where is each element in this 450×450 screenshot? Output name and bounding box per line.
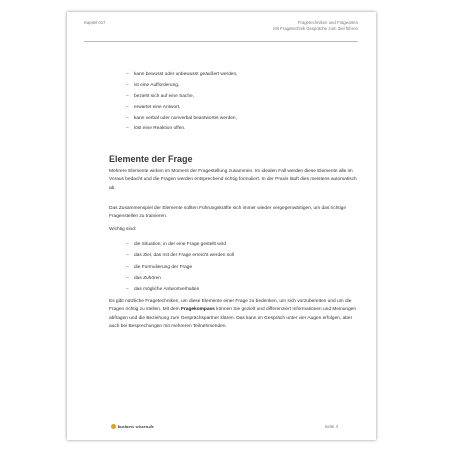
list-item: – kann bewusst oder unbewusst geäußert werden, <box>126 72 237 83</box>
list-item: – die Formulierung der Frage <box>126 265 234 276</box>
list-item: – das mögliche Antwortverhalten <box>126 287 234 298</box>
paragraph-text: Es gibt nützliche Fragetechniken, um diese Elemente einer Frage zu bedenken, um sich vorzubereiten und um die Fragen richtig zu stellen. Mit dem <box>109 299 352 313</box>
intro-list <box>126 72 237 137</box>
section-heading: Elemente der Frage <box>109 154 193 164</box>
logo-dot-icon <box>111 424 116 429</box>
header-titles <box>273 20 358 33</box>
list-item: – bezieht sich auf eine Sache, <box>126 94 237 105</box>
list-item: – löst eine Reaktion offen. <box>126 126 237 137</box>
paragraph-text: können Sie gezielt und differenziert Informationen und Meinungen abfragen und die Beziehung zum Gesprächspartner klären. Das kann im Gespräch unter vier Augen erfolgen, aber auch bei Besprechungen mit mehreren Teilnehmenden. <box>109 307 357 330</box>
keyword-fragekompass: Fragekompass <box>180 307 215 313</box>
header-subtitle: Mit Fragetechnik Gespräche zum Ziel führen <box>273 26 358 32</box>
paragraph-important: Wichtig sind: <box>109 227 137 232</box>
footer-logo <box>111 424 154 429</box>
document-page <box>67 12 376 440</box>
logo-text: business-wissen.de <box>118 424 154 429</box>
list-item: – ist eine Aufforderung, <box>126 83 237 94</box>
header-title: Fragetechniken und Fragearten <box>297 20 358 25</box>
list-item: – das Zuhören <box>126 276 234 287</box>
chapter-label: Kapitel 017 <box>84 20 106 25</box>
page-number: Seite 4 <box>324 424 338 429</box>
running-header <box>84 20 358 42</box>
paragraph-interplay: Das Zusammenspiel der Elemente sollten Führungskräfte sich immer wieder vergegenwärtigen, um das richtige Fragenstellen zu trainieren. <box>109 206 347 220</box>
list-item: – das Ziel, das mit der Frage erreicht werden soll <box>126 253 234 264</box>
paragraph-intro: Mehrere Elemente wirken im Moment der Fragestellung zusammen. Im idealen Fall werden diese Elemente alle im Voraus bedacht und die Fragen werden entsprechend richtig formuliert. In der Praxis läuft dies meistens automatisch ab. <box>109 169 357 191</box>
elements-list <box>126 242 234 298</box>
list-item: – kann verbal oder nonverbal beantwortet werden, <box>126 116 237 127</box>
paragraph-techniques <box>109 298 357 332</box>
list-item: – erwartet eine Antwort, <box>126 105 237 116</box>
list-item: – die Situation, in der eine Frage gestellt wird <box>126 242 234 253</box>
